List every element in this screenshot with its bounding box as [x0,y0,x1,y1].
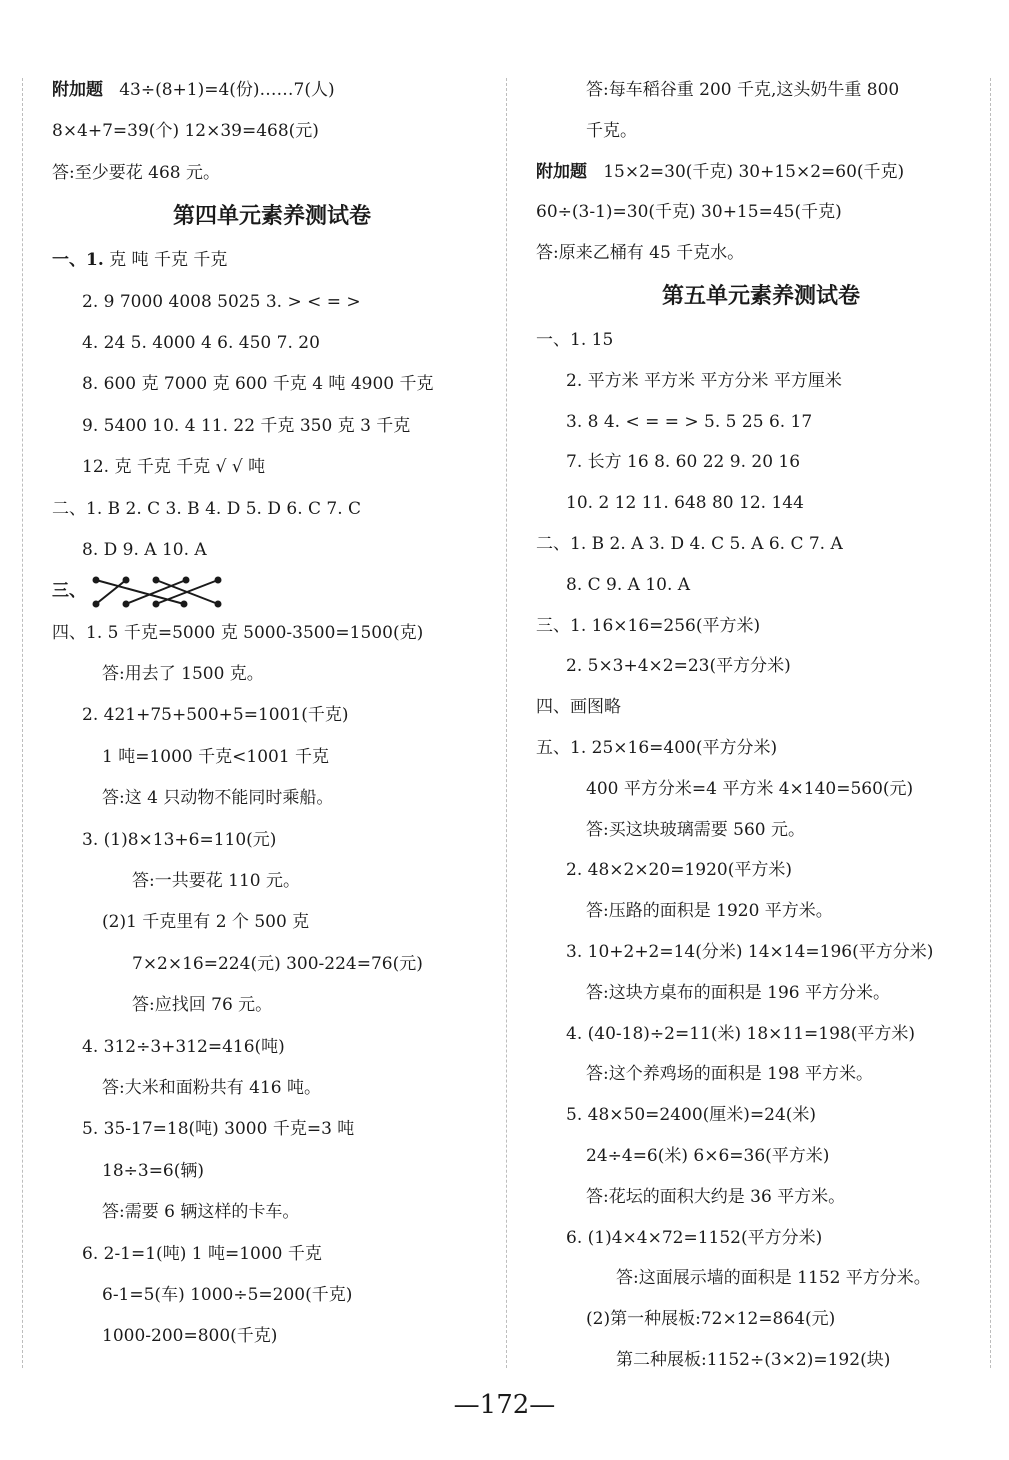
answer-line: 3. 10+2+2=14(分米) 14×14=196(平方分米) [566,941,934,962]
answer-line: 第二种展板:1152÷(3×2)=192(块) [616,1349,891,1370]
extra-question-label: 附加题 [52,80,103,100]
answer-line: (2)第一种展板:72×12=864(元) [586,1309,836,1330]
answer-line: 答:每车稻谷重 200 千克,这头奶牛重 800 [586,80,900,100]
section-label: 一、1. [52,250,104,271]
right-margin-dashed-line [990,78,991,1368]
left-margin-dashed-line [22,78,23,1368]
answer-line: 答:这面展示墙的面积是 1152 平方分米。 [616,1268,931,1289]
section-label: 三、 [52,581,86,602]
answer-line: 2. 421+75+500+5=1001(千克) [82,705,349,726]
answer-line: 答:一共要花 110 元。 [132,871,300,892]
answer-line: 一、1. 15 [536,329,614,350]
answer-line: 24÷4=6(米) 6×6=36(平方米) [586,1145,830,1166]
answer-line: 9. 5400 10. 4 11. 22 千克 350 克 3 千克 [82,415,411,436]
answer-line: 400 平方分米=4 平方米 4×140=560(元) [586,778,914,799]
answer-line: 四、画图略 [536,697,621,718]
matching-lines-diagram [88,574,228,610]
answer-line: 6-1=5(车) 1000÷5=200(千克) [102,1284,353,1305]
answer-line: 答:这块方桌布的面积是 196 平方分米。 [586,982,890,1003]
answer-line: 三、1. 16×16=256(平方米) [536,615,761,636]
answer-line: 5. 48×50=2400(厘米)=24(米) [566,1105,817,1126]
answer-line: 4. (40-18)÷2=11(米) 18×11=198(平方米) [566,1023,915,1044]
answer-line: 答:应找回 76 元。 [132,995,273,1016]
answer-line: 二、1. B 2. A 3. D 4. C 5. A 6. C 7. A [536,533,843,554]
answer-line: 答:原来乙桶有 45 千克水。 [536,243,745,264]
answer-line: 1000-200=800(千克) [102,1326,278,1347]
extra-question-text: 43÷(8+1)=4(份)……7(人) [119,80,335,100]
answer-line: 7×2×16=224(元) 300-224=76(元) [132,953,423,974]
answer-line: 6. 2-1=1(吨) 1 吨=1000 千克 [82,1243,322,1264]
answer-line: 2. 平方米 平方米 平方分米 平方厘米 [566,370,842,391]
answer-line: 五、1. 25×16=400(平方分米) [536,737,778,758]
answer-line [52,240,492,281]
extra-question-text: 15×2=30(千克) 30+15×2=60(千克) [603,161,905,182]
answer-line: 2. 5×3+4×2=23(平方分米) [566,656,791,677]
answer-line: 60÷(3-1)=30(千克) 30+15=45(千克) [536,202,842,223]
answer-line: 答:这个养鸡场的面积是 198 平方米。 [586,1064,873,1085]
answer-line: 8. D 9. A 10. A [82,539,207,560]
answer-line: 答:需要 6 辆这样的卡车。 [102,1202,300,1223]
answer-line: 千克。 [586,120,637,141]
extra-question-line [52,70,492,111]
answer-line: 8×4+7=39(个) 12×39=468(元) [52,121,319,142]
answer-line: 3. 8 4. < = = > 5. 5 25 6. 17 [566,411,813,432]
answer-line: 答:花坛的面积大约是 36 平方米。 [586,1186,846,1207]
answer-line: 二、1. B 2. C 3. B 4. D 5. D 6. C 7. C [52,498,362,519]
answer-line: 答:至少要花 468 元。 [52,162,220,183]
page-number: —172— [453,1390,556,1420]
answer-line: 四、1. 5 千克=5000 克 5000-3500=1500(克) [52,622,424,643]
answer-line: 5. 35-17=18(吨) 3000 千克=3 吨 [82,1119,355,1140]
answer-line: 18÷3=6(辆) [102,1160,205,1181]
answer-line: 4. 312÷3+312=416(吨) [82,1036,285,1057]
unit4-title: 第四单元素养测试卷 [172,204,371,230]
answer-line: 7. 长方 16 8. 60 22 9. 20 16 [566,452,801,473]
answer-line: 2. 48×2×20=1920(平方米) [566,860,792,881]
answer-line: 4. 24 5. 4000 4 6. 450 7. 20 [82,332,320,353]
answer-line: 答:这 4 只动物不能同时乘船。 [102,788,334,809]
answer-line: 答:压路的面积是 1920 平方米。 [586,901,833,922]
answer-line: 6. (1)4×4×72=1152(平方分米) [566,1227,823,1248]
unit5-title: 第五单元素养测试卷 [661,283,860,309]
answer-line: (2)1 千克里有 2 个 500 克 [102,912,310,933]
matching-answer-line [52,571,492,612]
answer-line: 10. 2 12 11. 648 80 12. 144 [566,493,804,514]
answer-line: 答:大米和面粉共有 416 吨。 [102,1077,321,1098]
answer-line: 12. 克 千克 千克 √ √ 吨 [82,457,266,478]
answer-text: 克 吨 千克 千克 [109,250,228,271]
answer-line: 8. 600 克 7000 克 600 千克 4 吨 4900 千克 [82,374,434,395]
extra-question-label: 附加题 [536,161,587,182]
right-column [536,70,986,1381]
column-divider [506,78,507,1368]
answer-line: 3. (1)8×13+6=110(元) [82,829,277,850]
answer-line: 1 吨=1000 千克<1001 千克 [102,746,330,767]
left-column [52,70,492,1358]
answer-line: 答:用去了 1500 克。 [102,664,264,685]
answer-line: 2. 9 7000 4008 5025 3. > < = > [82,291,361,312]
answer-line: 8. C 9. A 10. A [566,574,691,595]
answer-line: 答:买这块玻璃需要 560 元。 [586,819,805,840]
extra-question-line [536,152,986,193]
